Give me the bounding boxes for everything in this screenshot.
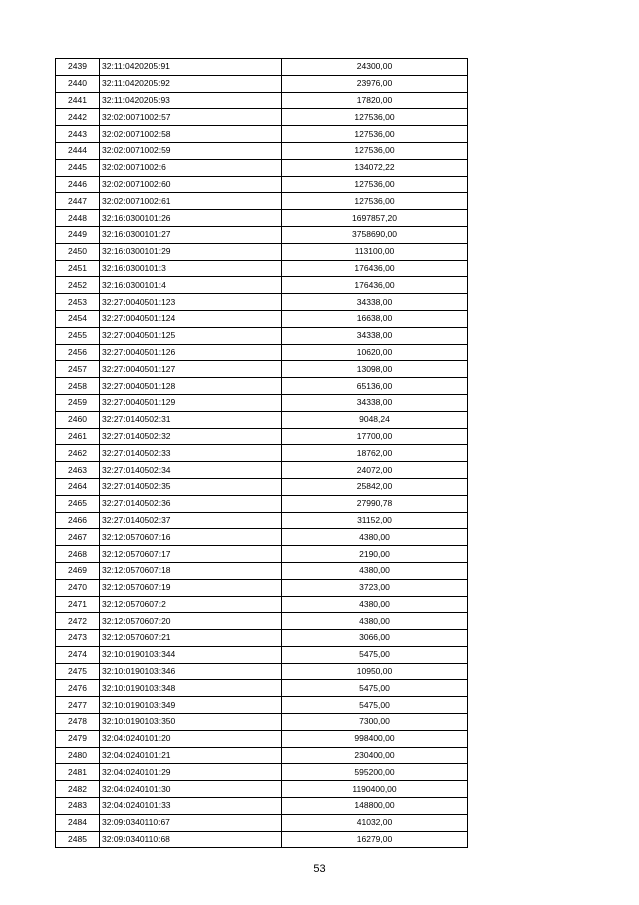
table-row [56,529,468,546]
table-row [56,260,468,277]
row-number-cell: 2472 [56,613,100,630]
value-cell: 148800,00 [282,798,468,815]
value-cell: 13098,00 [282,361,468,378]
table-row [56,646,468,663]
table-row [56,764,468,781]
table-row [56,663,468,680]
value-cell: 25842,00 [282,478,468,495]
table-row [56,730,468,747]
cadastral-number-cell: 32:10:0190103:348 [100,680,282,697]
table-row [56,630,468,647]
value-cell: 5475,00 [282,680,468,697]
row-number-cell: 2445 [56,159,100,176]
row-number-cell: 2458 [56,378,100,395]
table-row [56,226,468,243]
cadastral-number-cell: 32:27:0040501:129 [100,394,282,411]
row-number-cell: 2462 [56,445,100,462]
row-number-cell: 2470 [56,579,100,596]
table-row [56,478,468,495]
row-number-cell: 2467 [56,529,100,546]
value-cell: 9048,24 [282,411,468,428]
value-cell: 3066,00 [282,630,468,647]
cadastral-number-cell: 32:04:0240101:30 [100,781,282,798]
table-row [56,596,468,613]
table-row [56,378,468,395]
cadastral-number-cell: 32:04:0240101:20 [100,730,282,747]
cadastral-number-cell: 32:27:0040501:126 [100,344,282,361]
row-number-cell: 2478 [56,714,100,731]
value-cell: 10950,00 [282,663,468,680]
table-row [56,579,468,596]
cadastral-number-cell: 32:27:0140502:34 [100,462,282,479]
cadastral-number-cell: 32:27:0140502:35 [100,478,282,495]
cadastral-number-cell: 32:27:0140502:37 [100,512,282,529]
value-cell: 230400,00 [282,747,468,764]
table-row [56,562,468,579]
table-row [56,126,468,143]
row-number-cell: 2479 [56,730,100,747]
cadastral-number-cell: 32:12:0570607:17 [100,546,282,563]
table-body [56,59,468,848]
cadastral-number-cell: 32:16:0300101:29 [100,243,282,260]
cadastral-value-table [55,58,468,848]
cadastral-number-cell: 32:04:0240101:29 [100,764,282,781]
table-row [56,747,468,764]
value-cell: 7300,00 [282,714,468,731]
cadastral-number-cell: 32:09:0340110:68 [100,831,282,848]
row-number-cell: 2475 [56,663,100,680]
table-row [56,697,468,714]
row-number-cell: 2455 [56,327,100,344]
value-cell: 41032,00 [282,814,468,831]
row-number-cell: 2451 [56,260,100,277]
row-number-cell: 2481 [56,764,100,781]
table-row [56,75,468,92]
table-row [56,462,468,479]
cadastral-number-cell: 32:04:0240101:33 [100,798,282,815]
row-number-cell: 2443 [56,126,100,143]
table-row [56,798,468,815]
cadastral-number-cell: 32:16:0300101:4 [100,277,282,294]
value-cell: 1190400,00 [282,781,468,798]
cadastral-number-cell: 32:27:0140502:33 [100,445,282,462]
table-row [56,210,468,227]
value-cell: 4380,00 [282,613,468,630]
value-cell: 5475,00 [282,697,468,714]
value-cell: 4380,00 [282,596,468,613]
row-number-cell: 2480 [56,747,100,764]
cadastral-number-cell: 32:11:0420205:93 [100,92,282,109]
row-number-cell: 2477 [56,697,100,714]
cadastral-number-cell: 32:27:0040501:127 [100,361,282,378]
value-cell: 2190,00 [282,546,468,563]
value-cell: 34338,00 [282,327,468,344]
table-row [56,327,468,344]
cadastral-number-cell: 32:10:0190103:350 [100,714,282,731]
value-cell: 3758690,00 [282,226,468,243]
row-number-cell: 2452 [56,277,100,294]
value-cell: 4380,00 [282,562,468,579]
table-row [56,142,468,159]
table-row [56,546,468,563]
table-row [56,277,468,294]
value-cell: 176436,00 [282,260,468,277]
row-number-cell: 2474 [56,646,100,663]
cadastral-number-cell: 32:27:0140502:36 [100,495,282,512]
row-number-cell: 2439 [56,59,100,76]
row-number-cell: 2482 [56,781,100,798]
row-number-cell: 2454 [56,310,100,327]
cadastral-number-cell: 32:02:0071002:58 [100,126,282,143]
value-cell: 1697857,20 [282,210,468,227]
value-cell: 24072,00 [282,462,468,479]
row-number-cell: 2473 [56,630,100,647]
row-number-cell: 2457 [56,361,100,378]
row-number-cell: 2440 [56,75,100,92]
table-row [56,428,468,445]
row-number-cell: 2444 [56,142,100,159]
row-number-cell: 2461 [56,428,100,445]
cadastral-number-cell: 32:12:0570607:21 [100,630,282,647]
table-row [56,59,468,76]
value-cell: 27990,78 [282,495,468,512]
row-number-cell: 2463 [56,462,100,479]
row-number-cell: 2441 [56,92,100,109]
value-cell: 17700,00 [282,428,468,445]
cadastral-number-cell: 32:12:0570607:16 [100,529,282,546]
cadastral-number-cell: 32:02:0071002:57 [100,109,282,126]
cadastral-number-cell: 32:12:0570607:19 [100,579,282,596]
cadastral-number-cell: 32:27:0140502:32 [100,428,282,445]
cadastral-number-cell: 32:27:0040501:123 [100,294,282,311]
table-row [56,193,468,210]
table-row [56,92,468,109]
row-number-cell: 2471 [56,596,100,613]
value-cell: 10620,00 [282,344,468,361]
row-number-cell: 2449 [56,226,100,243]
row-number-cell: 2465 [56,495,100,512]
cadastral-number-cell: 32:04:0240101:21 [100,747,282,764]
value-cell: 595200,00 [282,764,468,781]
value-cell: 23976,00 [282,75,468,92]
table-row [56,445,468,462]
row-number-cell: 2453 [56,294,100,311]
value-cell: 127536,00 [282,142,468,159]
cadastral-number-cell: 32:16:0300101:27 [100,226,282,243]
row-number-cell: 2469 [56,562,100,579]
value-cell: 24300,00 [282,59,468,76]
row-number-cell: 2442 [56,109,100,126]
value-cell: 65136,00 [282,378,468,395]
cadastral-number-cell: 32:10:0190103:344 [100,646,282,663]
value-cell: 113100,00 [282,243,468,260]
table-row [56,394,468,411]
table-row [56,176,468,193]
table-row [56,344,468,361]
row-number-cell: 2460 [56,411,100,428]
cadastral-number-cell: 32:02:0071002:60 [100,176,282,193]
page-number: 53 [313,863,326,875]
cadastral-number-cell: 32:11:0420205:91 [100,59,282,76]
value-cell: 127536,00 [282,193,468,210]
row-number-cell: 2483 [56,798,100,815]
table-row [56,294,468,311]
row-number-cell: 2456 [56,344,100,361]
value-cell: 3723,00 [282,579,468,596]
table-row [56,243,468,260]
value-cell: 134072,22 [282,159,468,176]
table-row [56,613,468,630]
cadastral-number-cell: 32:02:0071002:59 [100,142,282,159]
value-cell: 176436,00 [282,277,468,294]
value-cell: 31152,00 [282,512,468,529]
row-number-cell: 2448 [56,210,100,227]
cadastral-number-cell: 32:12:0570607:18 [100,562,282,579]
table-row [56,361,468,378]
cadastral-number-cell: 32:11:0420205:92 [100,75,282,92]
cadastral-number-cell: 32:27:0040501:128 [100,378,282,395]
value-cell: 5475,00 [282,646,468,663]
row-number-cell: 2466 [56,512,100,529]
row-number-cell: 2476 [56,680,100,697]
row-number-cell: 2468 [56,546,100,563]
value-cell: 16638,00 [282,310,468,327]
table-row [56,159,468,176]
cadastral-number-cell: 32:02:0071002:61 [100,193,282,210]
value-cell: 4380,00 [282,529,468,546]
cadastral-number-cell: 32:10:0190103:346 [100,663,282,680]
row-number-cell: 2450 [56,243,100,260]
cadastral-number-cell: 32:27:0140502:31 [100,411,282,428]
cadastral-number-cell: 32:12:0570607:2 [100,596,282,613]
table-row [56,814,468,831]
value-cell: 127536,00 [282,176,468,193]
cadastral-number-cell: 32:16:0300101:3 [100,260,282,277]
value-cell: 34338,00 [282,394,468,411]
cadastral-number-cell: 32:12:0570607:20 [100,613,282,630]
value-cell: 16279,00 [282,831,468,848]
table-row [56,310,468,327]
table-row [56,495,468,512]
row-number-cell: 2464 [56,478,100,495]
table-row [56,714,468,731]
row-number-cell: 2459 [56,394,100,411]
row-number-cell: 2484 [56,814,100,831]
table-row [56,411,468,428]
value-cell: 127536,00 [282,109,468,126]
cadastral-number-cell: 32:02:0071002:6 [100,159,282,176]
row-number-cell: 2485 [56,831,100,848]
table-row [56,831,468,848]
cadastral-number-cell: 32:16:0300101:26 [100,210,282,227]
row-number-cell: 2447 [56,193,100,210]
cadastral-number-cell: 32:27:0040501:125 [100,327,282,344]
table-row [56,781,468,798]
table-row [56,680,468,697]
table-row [56,109,468,126]
table-row [56,512,468,529]
cadastral-number-cell: 32:10:0190103:349 [100,697,282,714]
value-cell: 127536,00 [282,126,468,143]
value-cell: 18762,00 [282,445,468,462]
cadastral-number-cell: 32:09:0340110:67 [100,814,282,831]
row-number-cell: 2446 [56,176,100,193]
cadastral-number-cell: 32:27:0040501:124 [100,310,282,327]
value-cell: 34338,00 [282,294,468,311]
value-cell: 17820,00 [282,92,468,109]
value-cell: 998400,00 [282,730,468,747]
